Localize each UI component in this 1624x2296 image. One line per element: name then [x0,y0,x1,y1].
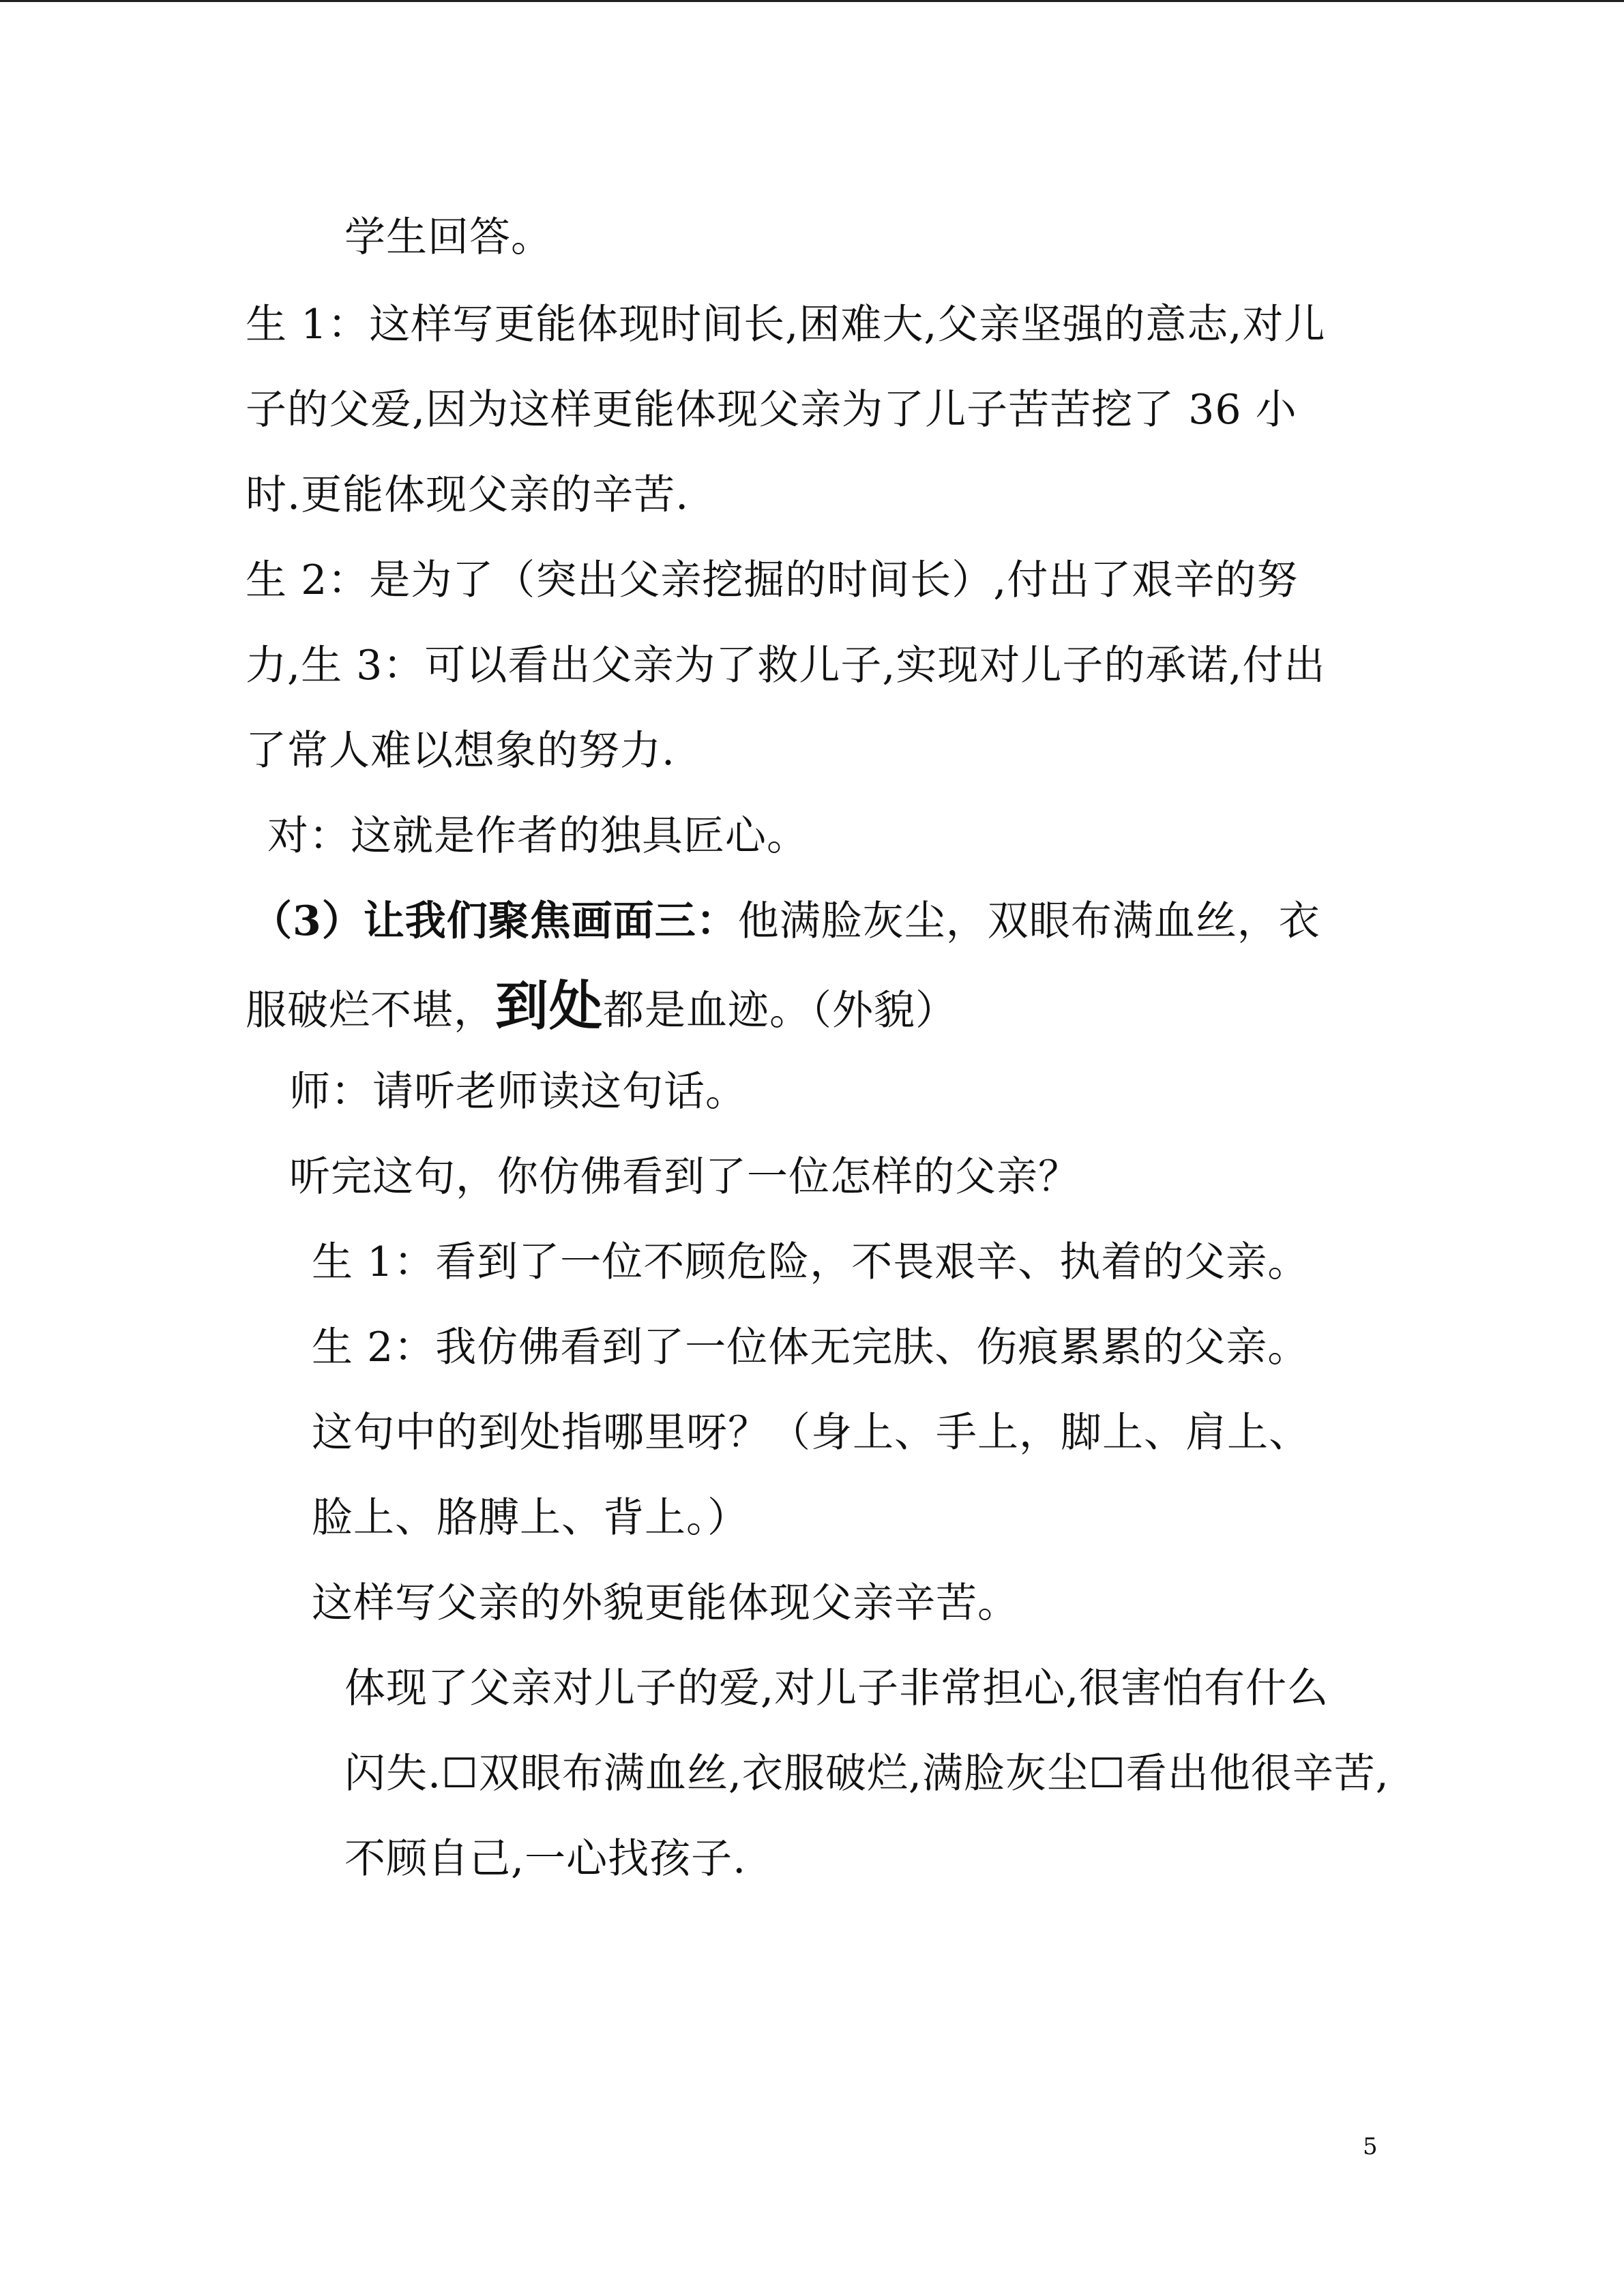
paragraph-line: 师：请听老师读这句话。 [289,1068,747,1116]
paragraph-line: 学生回答。 [344,213,552,261]
paragraph-line: 生 1：这样写更能体现时间长,困难大,父亲坚强的意志,对儿 [246,301,1326,348]
emphasis-text: 到处 [495,976,604,1037]
paragraph-line: 这句中的到处指哪里呀？（身上、手上，脚上、肩上、 [312,1409,1310,1457]
paragraph-line: 不顾自己,一心找孩子. [344,1835,747,1883]
paragraph-line: 生 2：是为了（突出父亲挖掘的时间长）,付出了艰辛的努 [246,556,1299,604]
section-heading-line [251,894,1320,949]
paragraph-line: 这样写父亲的外貌更能体现父亲辛苦。 [312,1579,1019,1627]
paragraph-line: 子的父爱,因为这样更能体现父亲为了儿子苦苦挖了 36 小 [246,386,1297,434]
page-number: 5 [1363,2133,1378,2160]
paragraph-line: 时.更能体现父亲的辛苦. [246,471,690,519]
paragraph-line [246,976,958,1038]
paragraph-line: 生 1：看到了一位不顾危险，不畏艰辛、执着的父亲。 [312,1238,1310,1286]
text-before: 服破烂不堪， [246,987,495,1034]
section-heading: （3）让我们聚焦画面三： [251,897,738,945]
text-after: 都是血迹。（外貌） [603,987,958,1034]
paragraph-line: 生 2：我仿佛看到了一位体无完肤、伤痕累累的父亲。 [312,1324,1310,1371]
paragraph-line: 闪失.☐双眼布满血丝,衣服破烂,满脸灰尘☐看出他很辛苦, [344,1750,1389,1798]
paragraph-line: 力,生 3：可以看出父亲为了救儿子,实现对儿子的承诺,付出 [246,642,1326,689]
section-heading-text: 他满脸灰尘，双眼布满血丝，衣 [737,897,1320,945]
paragraph-line: 听完这句，你仿佛看到了一位怎样的父亲？ [289,1153,1080,1201]
paragraph-line: 了常人难以想象的努力. [246,727,676,775]
paragraph-line: 体现了父亲对儿子的爱,对儿子非常担心,很害怕有什么 [344,1665,1329,1712]
paragraph-line: 对：这就是作者的独具匠心。 [267,812,808,860]
paragraph-line: 脸上、胳膊上、背上。） [312,1494,749,1542]
